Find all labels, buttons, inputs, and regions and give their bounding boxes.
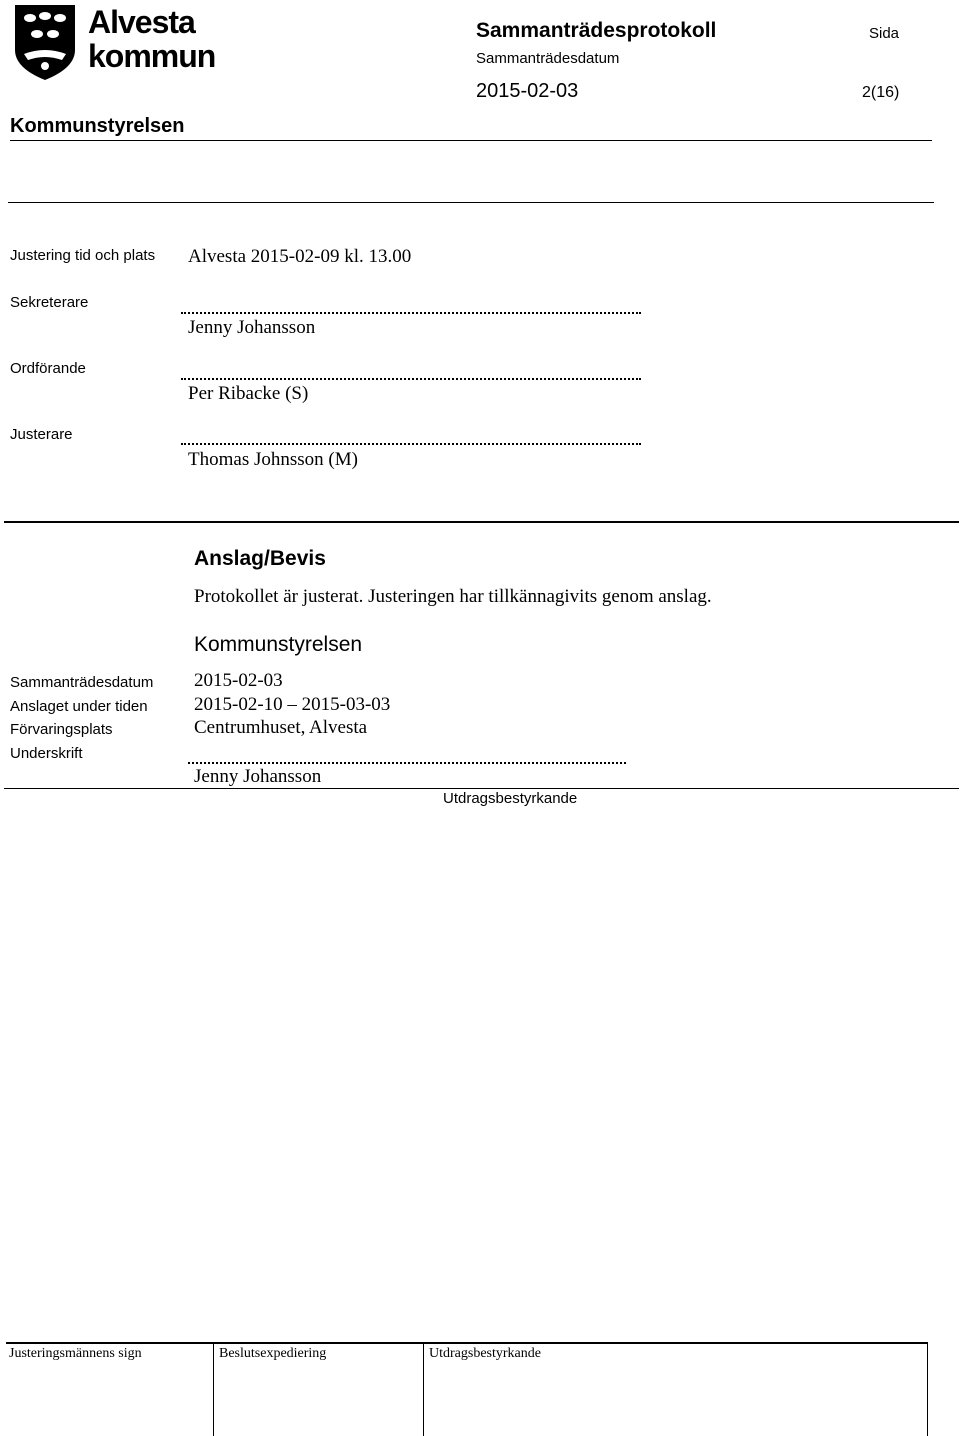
ordforande-label: Ordförande <box>10 360 86 377</box>
department-name: Kommunstyrelsen <box>10 115 185 137</box>
footer-utdragsbestyrkande: Utdragsbestyrkande <box>429 1346 541 1361</box>
footer-column-divider <box>423 1343 424 1436</box>
footer-divider <box>6 1342 928 1344</box>
signature-line <box>188 762 626 764</box>
signature-line <box>181 378 641 380</box>
coat-of-arms-icon <box>12 2 78 82</box>
section-divider <box>4 521 959 523</box>
anslag-signer-name: Jenny Johansson <box>194 766 322 787</box>
anslag-row-label: Sammanträdesdatum <box>10 674 154 691</box>
footer-column-divider <box>213 1343 214 1436</box>
header-divider <box>10 140 932 141</box>
meeting-date-value: 2015-02-03 <box>476 80 579 102</box>
justerare-name: Thomas Johnsson (M) <box>188 449 358 470</box>
anslag-row-value: Centrumhuset, Alvesta <box>194 717 368 738</box>
utdrag-label: Utdragsbestyrkande <box>443 790 578 807</box>
signature-line <box>181 443 641 445</box>
anslag-row-label: Anslaget under tiden <box>10 698 148 715</box>
justerare-label: Justerare <box>10 426 73 443</box>
footer-justeringsmannens-sign: Justeringsmännens sign <box>9 1346 142 1361</box>
ordforande-name: Per Ribacke (S) <box>188 383 309 404</box>
justering-label: Justering tid och plats <box>10 247 156 264</box>
anslag-row-label: Förvaringsplats <box>10 721 113 738</box>
footer-beslutsexpediering: Beslutsexpediering <box>219 1346 327 1361</box>
anslag-body-name: Kommunstyrelsen <box>194 633 363 656</box>
section-divider <box>8 202 934 203</box>
meeting-date-label: Sammanträdesdatum <box>476 50 620 67</box>
page-label: Sida <box>869 25 900 42</box>
section-divider <box>4 788 959 789</box>
anslag-heading: Anslag/Bevis <box>194 547 326 570</box>
sekreterare-name: Jenny Johansson <box>188 317 316 338</box>
sekreterare-label: Sekreterare <box>10 294 89 311</box>
footer-column-divider <box>927 1343 928 1436</box>
document-title: Sammanträdesprotokoll <box>476 19 717 42</box>
anslag-row-value: 2015-02-10 – 2015-03-03 <box>194 694 391 715</box>
signature-line <box>181 312 641 314</box>
anslag-row-label: Underskrift <box>10 745 83 762</box>
municipality-logo: Alvesta kommun <box>88 4 216 74</box>
anslag-statement: Protokollet är justerat. Justeringen har tillkännagivits genom anslag. <box>194 586 712 607</box>
justering-value: Alvesta 2015-02-09 kl. 13.00 <box>188 246 412 267</box>
page-number: 2(16) <box>862 84 900 101</box>
anslag-row-value: 2015-02-03 <box>194 670 283 691</box>
